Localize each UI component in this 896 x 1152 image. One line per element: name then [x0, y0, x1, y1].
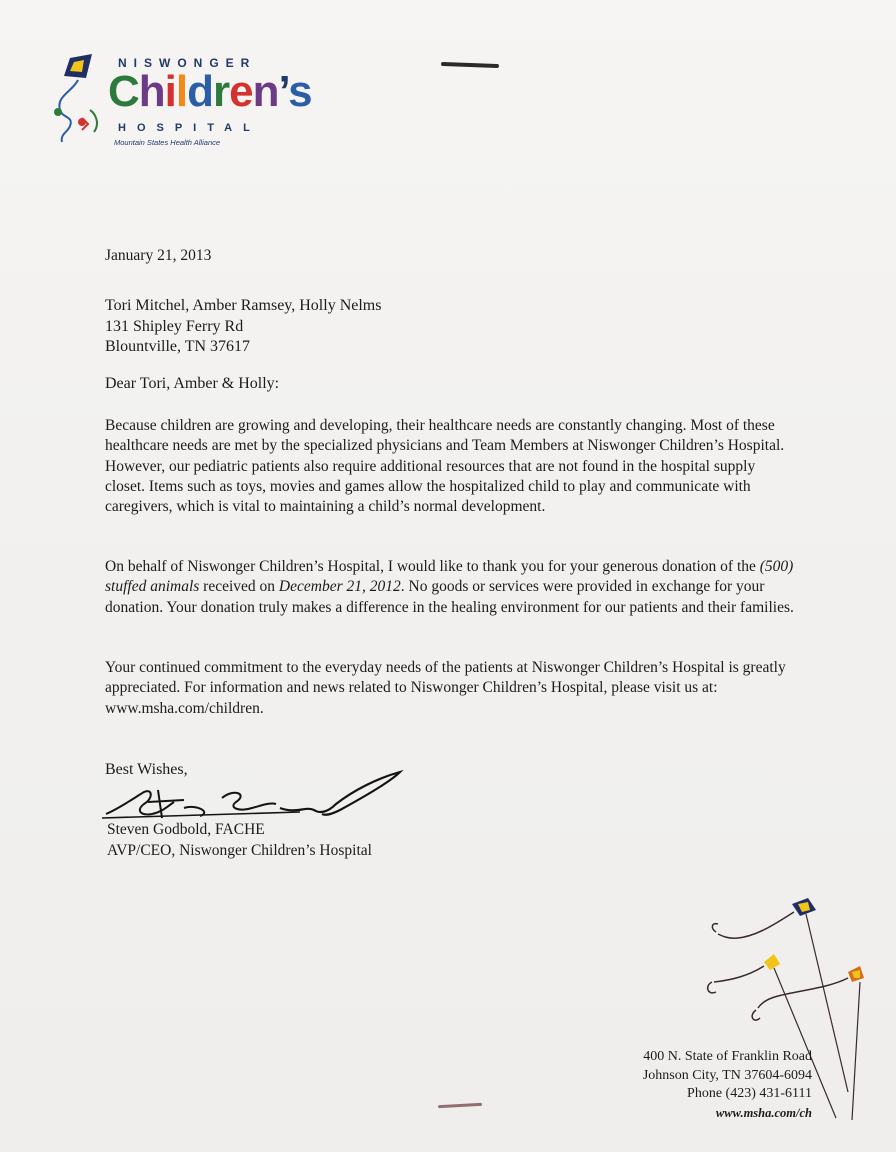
- logo-org-main: Children’s: [108, 67, 312, 116]
- logo-org-sub: HOSPITAL: [118, 122, 261, 134]
- signer-block: [107, 820, 372, 861]
- hospital-footer: [643, 1048, 812, 1122]
- footer-address-2: Johnson City, TN 37604-6094: [642, 1067, 812, 1083]
- footer-phone: Phone (423) 431-6111: [687, 1086, 812, 1101]
- hospital-logo: [52, 50, 362, 160]
- pen-mark-top: [441, 62, 499, 68]
- body-paragraph-1: Because children are growing and developing, their healthcare needs are constantly changing. Most of these healthcare needs are met by the specialized physicians and Team Members at Niswonger Children’s Hospital. However, our pediatric patients also require additional resources that are not found in the hospital supply closet. Items such as toys, movies and games allow the hospitalized child to play and communicate with caregivers, which is vital to maintaining a child’s normal development.: [105, 417, 785, 516]
- body-paragraph-2: On behalf of Niswonger Children’s Hospital, I would like to thank you for your generous donation of the (500) stuffed animals received on December 21, 2012. No goods or services were provided in exchange for your donation. Your donation truly makes a difference in the healing environment for our patients and their families.: [105, 558, 794, 616]
- recipient-city: Blountville, TN 37617: [105, 338, 251, 355]
- closing: Best Wishes,: [105, 761, 188, 778]
- letter-date: January 21, 2013: [105, 247, 212, 264]
- logo-tagline: Mountain States Health Alliance: [114, 138, 221, 147]
- pen-mark-bottom: [438, 1103, 482, 1108]
- body-paragraph-3: Your continued commitment to the everyday needs of the patients at Niswonger Children’s Hospital is greatly appreciated. For information and news related to Niswonger Children’s Hospital, please visit us at: www.msha.com/children.: [105, 659, 786, 717]
- kite-logo-icon: [52, 52, 114, 152]
- recipient-street: 131 Shipley Ferry Rd: [105, 317, 244, 335]
- salutation: Dear Tori, Amber & Holly:: [105, 375, 280, 392]
- recipient-names: Tori Mitchel, Amber Ramsey, Holly Nelms: [105, 297, 382, 314]
- footer-website: www.msha.com/ch: [715, 1105, 812, 1120]
- signature: [100, 768, 410, 828]
- footer-address-1: 400 N. State of Franklin Road: [643, 1049, 812, 1064]
- logo-org-top: NISWONGER: [118, 56, 257, 70]
- recipient-address: [105, 296, 381, 358]
- received-date: December 21, 2012: [278, 578, 401, 596]
- signer-title: AVP/CEO, Niswonger Children’s Hospital: [107, 841, 372, 859]
- gift-description: (500) stuffed animals: [105, 558, 794, 596]
- signer-name: Steven Godbold, FACHE: [107, 821, 265, 838]
